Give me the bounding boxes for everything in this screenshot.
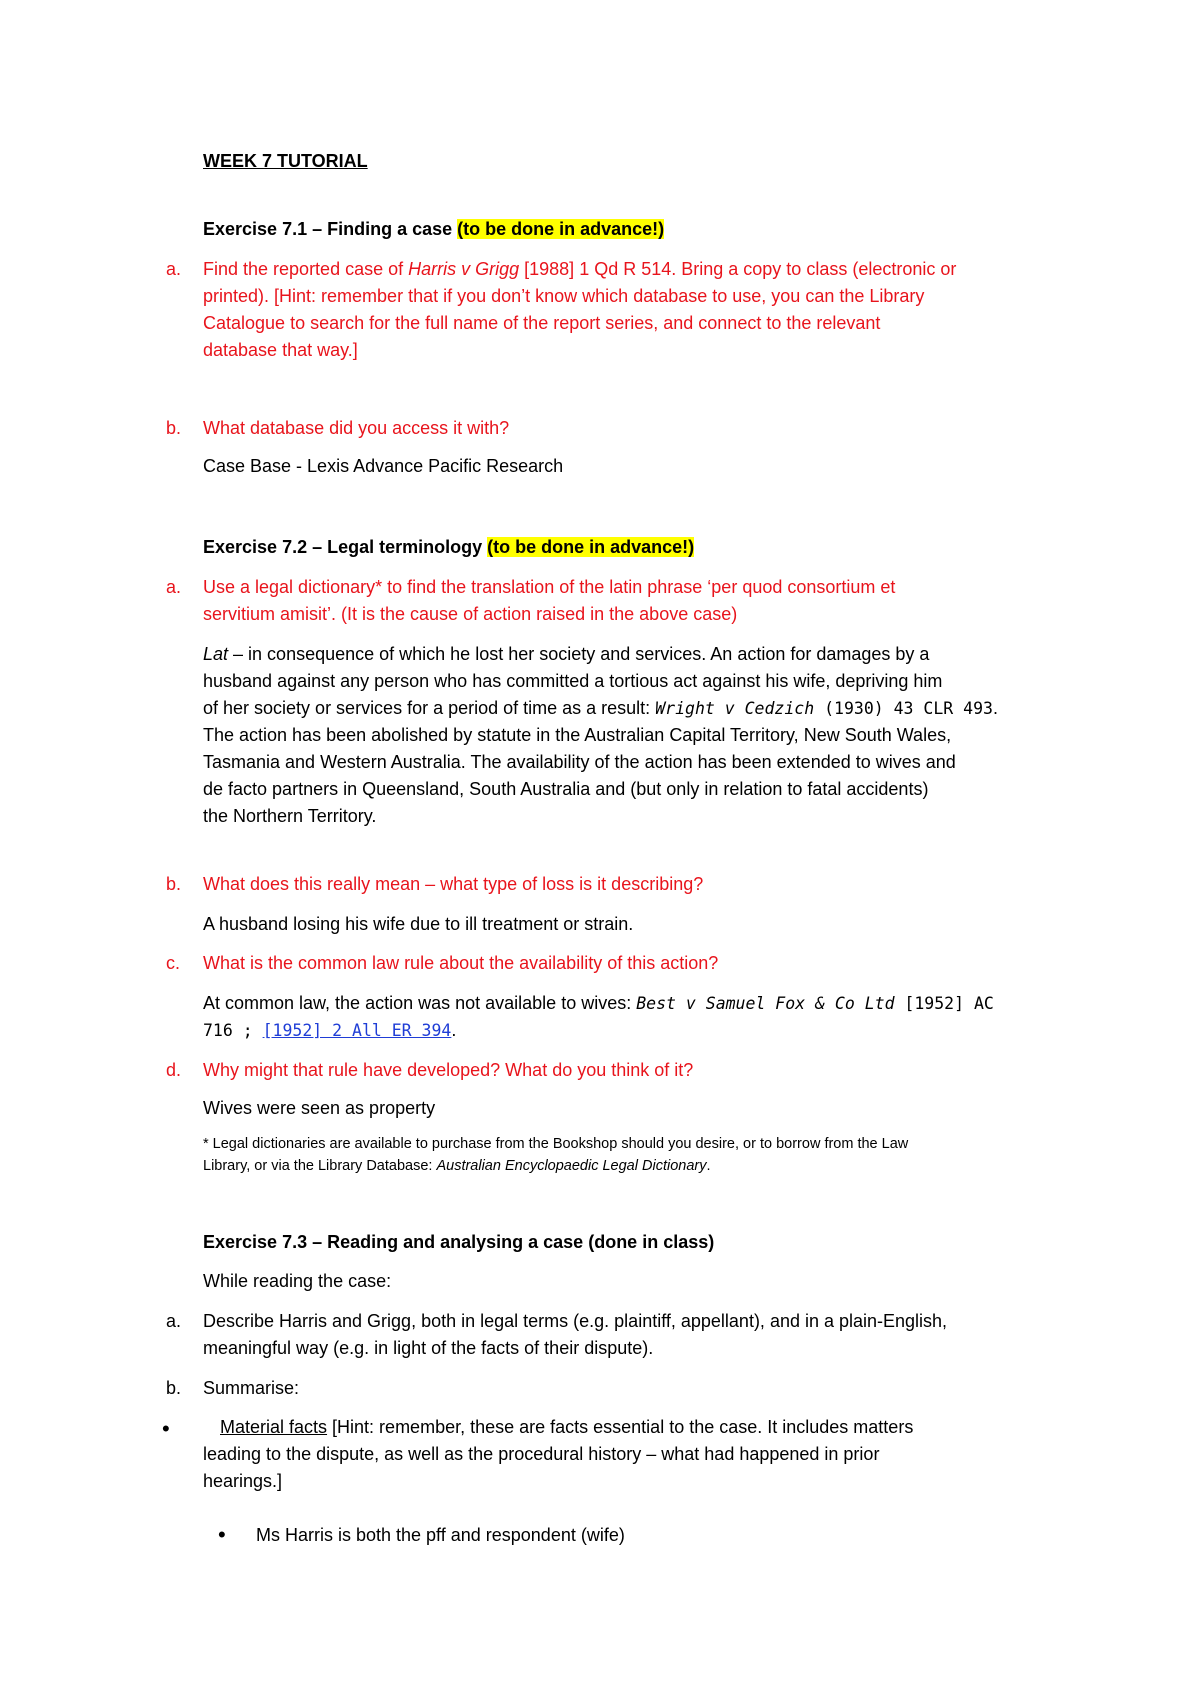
footnote-line: * Legal dictionaries are available to purchase from the Bookshop should you desire, or to borrow from the Law [203,1136,909,1152]
text: At common law, the action was not available to wives: [203,993,637,1013]
list-marker: a. [166,577,182,597]
citation: (1930) 43 CLR 493 [814,699,993,718]
question-7-1-a-line: Catalogue to search for the full name of the report series, and connect to the relevant [203,313,881,333]
text: [Hint: remember, these are facts essential to the case. It includes matters [327,1417,914,1437]
list-marker: b. [166,1378,182,1398]
sub-bullet-item: Ms Harris is both the pff and respondent (wife) [256,1525,625,1545]
question-7-2-c: What is the common law rule about the availability of this action? [203,953,719,973]
exercise-7-3-intro: While reading the case: [203,1271,392,1291]
answer-7-2-a-line: the Northern Territory. [203,806,377,826]
question-7-2-d: Why might that rule have developed? What do you think of it? [203,1060,694,1080]
question-7-2-a-line: Use a legal dictionary* to find the translation of the latin phrase ‘per quod consortium et [203,577,896,597]
answer-7-1-b: Case Base - Lexis Advance Pacific Research [203,456,564,476]
list-marker: c. [166,953,181,973]
answer-7-2-c-line [203,990,994,1017]
answer-7-2-d: Wives were seen as property [203,1098,436,1118]
text: Lat [203,644,229,664]
answer-7-2-b: A husband losing his wife due to ill treatment or strain. [203,914,634,934]
sub-bullet-icon: • [218,1522,226,1547]
list-marker: a. [166,259,182,279]
list-marker: a. [166,1311,182,1331]
citation: 716 ; [203,1021,263,1040]
heading-text: Exercise 7.2 – Legal terminology [203,537,488,557]
citation: [1952] AC [894,994,994,1013]
answer-7-2-a-line [203,695,998,722]
exercise-7-2-heading [203,534,694,561]
task-7-3-a-line: meaningful way (e.g. in light of the facts of their dispute). [203,1338,654,1358]
heading-text: Exercise 7.3 – Reading and analysing a case [203,1232,584,1252]
footnote-line [203,1155,711,1177]
highlight-note: (to be done in advance!) [457,219,665,239]
answer-7-2-a-line: husband against any person who has committed a tortious act against his wife, depriving him [203,671,943,691]
bullet-item-line: leading to the dispute, as well as the procedural history – what had happened in prior [203,1444,880,1464]
bullet-item-line [220,1414,913,1441]
question-7-2-a-line: servitium amisit’. (It is the cause of action raised in the above case) [203,604,738,624]
question-7-1-a-line [203,256,956,283]
case-name: Harris v Grigg [408,259,520,279]
question-7-2-b: What does this really mean – what type of loss is it describing? [203,874,704,894]
answer-7-2-c-line [203,1017,456,1044]
list-marker: b. [166,418,182,438]
list-marker: d. [166,1060,182,1080]
bullet-icon: • [162,1416,170,1441]
case-name: Best v Samuel Fox & Co Ltd [636,994,895,1013]
answer-7-2-a-line: de facto partners in Queensland, South Australia and (but only in relation to fatal accidents) [203,779,929,799]
dictionary-title: Australian Encyclopaedic Legal Dictionary [436,1158,707,1174]
answer-7-2-a-line [203,641,929,668]
underlined-term: Material facts [220,1417,328,1437]
task-7-3-a-line: Describe Harris and Grigg, both in legal terms (e.g. plaintiff, appellant), and in a plain-English, [203,1311,948,1331]
question-7-1-a-line: printed). [Hint: remember that if you don’t know which database to use, you can the Library [203,286,925,306]
answer-7-2-a-line: Tasmania and Western Australia. The availability of the action has been extended to wives and [203,752,956,772]
heading-text: Exercise 7.1 – Finding a case [203,219,458,239]
exercise-7-1-heading [203,216,664,243]
heading-note: (done in class) [583,1232,715,1252]
text: of her society or services for a period of time as a result: [203,698,656,718]
citation-link[interactable]: [1952] 2 All ER 394 [262,1021,452,1040]
question-7-1-b: What database did you access it with? [203,418,510,438]
task-7-3-b: Summarise: [203,1378,300,1398]
text: Find the reported case of [203,259,409,279]
text: – in consequence of which he lost her society and services. An action for damages by a [228,644,930,664]
question-7-1-a-line: database that way.] [203,340,358,360]
page-title: WEEK 7 TUTORIAL [203,151,368,171]
list-marker: b. [166,874,182,894]
text: Library, or via the Library Database: [203,1158,437,1174]
text: . [706,1158,711,1174]
bullet-item-line: hearings.] [203,1471,283,1491]
case-name: Wright v Cedzich [655,699,815,718]
text: . [992,698,998,718]
exercise-7-3-heading [203,1229,714,1256]
text: [1988] 1 Qd R 514. Bring a copy to class (electronic or [519,259,957,279]
text: . [451,1020,457,1040]
answer-7-2-a-line: The action has been abolished by statute in the Australian Capital Territory, New South Wales, [203,725,952,745]
highlight-note: (to be done in advance!) [487,537,695,557]
